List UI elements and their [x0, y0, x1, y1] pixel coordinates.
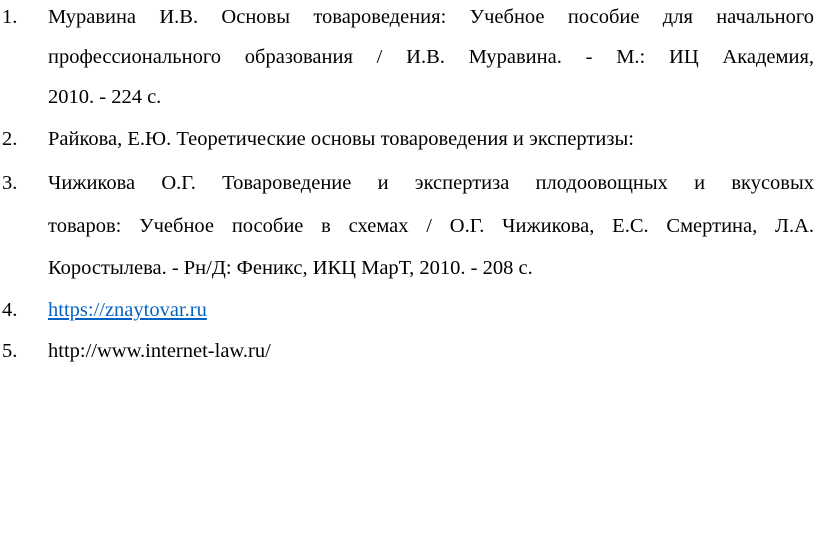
reference-text-line: http://www.internet-law.ru/	[48, 340, 271, 362]
reference-text-line: товаров: Учебное пособие в схемах / О.Г. Чижикова, Е.С. Смертина, Л.А.	[48, 215, 814, 237]
znaytovar-link[interactable]: https://znaytovar.ru	[48, 299, 207, 321]
reference-number: 2.	[2, 128, 18, 150]
reference-text-line: Муравина И.В. Основы товароведения: Учебное пособие для начального	[48, 6, 814, 28]
reference-number: 5.	[2, 340, 18, 362]
reference-text-line: Райкова, Е.Ю. Теоретические основы товароведения и экспертизы:	[48, 128, 634, 150]
reference-number: 4.	[2, 299, 18, 321]
reference-text-line: Коростылева. - Рн/Д: Феникс, ИКЦ МарТ, 2010. - 208 с.	[48, 257, 533, 279]
reference-link-line	[48, 299, 207, 322]
reference-number: 3.	[2, 172, 18, 194]
reference-text-line: Чижикова О.Г. Товароведение и экспертиза плодоовощных и вкусовых	[48, 172, 814, 194]
reference-text-line: профессионального образования / И.В. Муравина. - М.: ИЦ Академия,	[48, 46, 814, 68]
reference-text-line: 2010. - 224 с.	[48, 86, 162, 108]
reference-number: 1.	[2, 6, 18, 28]
